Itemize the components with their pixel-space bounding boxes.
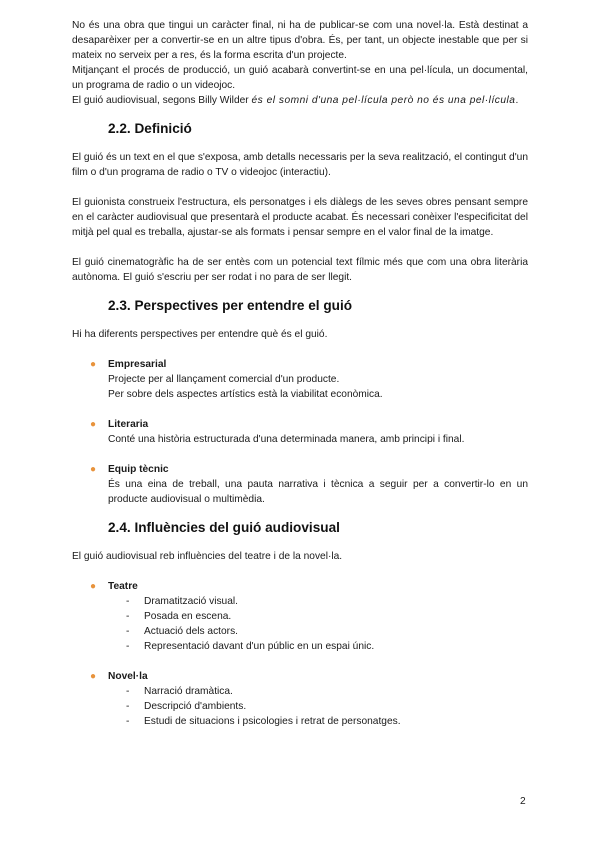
list-item	[72, 639, 528, 654]
intro-paragraph-2: Mitjançant el procés de producció, un guió acabarà convertint-se en una pel·lícula, un documental, un programa de radio o un videojoc.	[72, 65, 528, 91]
influence-sub: Narració dramàtica.	[144, 686, 233, 697]
influence-sub: Estudi de situacions i psicologies i retrat de personatges.	[144, 716, 401, 727]
perspective-line: Projecte per al llançament comercial d'un producte.	[108, 374, 340, 385]
perspective-line: Per sobre dels aspectes artístics està la viabilitat econòmica.	[108, 389, 383, 400]
bullet-icon: ●	[90, 671, 97, 682]
definition-paragraph-3: El guió cinematogràfic ha de ser entès com un potencial text fílmic més que com una obra literària autònoma. El guió s'escriu per ser rodat i no para de ser llegit.	[72, 257, 528, 283]
influence-sub: Descripció d'ambients.	[144, 701, 247, 712]
influences-intro: El guió audiovisual reb influències del teatre i de la novel·la.	[72, 551, 343, 562]
list-item	[72, 714, 528, 729]
perspective-title: Literaria	[108, 419, 149, 430]
influence-sub: Posada en escena.	[144, 611, 232, 622]
influence-item-novella	[72, 669, 528, 684]
perspective-line: És una eina de treball, una pauta narrativa i tècnica a seguir per a convertir-lo en un producte audiovisual o multimèdia.	[108, 479, 528, 505]
influence-sub: Actuació dels actors.	[144, 626, 238, 637]
list-item	[72, 624, 528, 639]
bullet-icon: ●	[90, 359, 97, 370]
influence-title: Teatre	[108, 581, 138, 592]
dash-icon: -	[126, 701, 130, 712]
intro-paragraph-1: No és una obra que tingui un caràcter final, ni ha de publicar-se com una novel·la. Està destinat a desaparèixer per a convertir-se en un altre tipus d'obra. És, per tant, un objecte inestable que per si mateix no serveix per a res, és la forma escrita d'un projecte.	[72, 20, 528, 61]
dash-icon: -	[126, 611, 130, 622]
wilder-quote: és el somni d'una pel·lícula però no és una pel·lícula	[251, 95, 516, 106]
dash-icon: -	[126, 626, 130, 637]
influence-sub: Dramatització visual.	[144, 596, 238, 607]
intro-p3-start: El guió audiovisual, segons Billy Wilder	[72, 95, 252, 106]
list-item	[72, 699, 528, 714]
bullet-icon: ●	[90, 419, 97, 430]
list-item	[72, 594, 528, 609]
section-title-2-2: 2.2. Definició	[108, 121, 192, 136]
perspective-title: Empresarial	[108, 359, 167, 370]
list-item	[72, 609, 528, 624]
influence-item-teatre	[72, 579, 528, 594]
influence-title: Novel·la	[108, 671, 148, 682]
intro-p3-end: .	[515, 95, 519, 106]
perspective-item-literaria	[72, 417, 528, 447]
influence-sub: Representació davant d'un públic en un espai únic.	[144, 641, 375, 652]
dash-icon: -	[126, 686, 130, 697]
perspective-item-empresarial	[72, 357, 528, 402]
dash-icon: -	[126, 716, 130, 727]
definition-paragraph-2: El guionista construeix l'estructura, els personatges i els diàlegs de les seves obres pensant sempre en el caràcter audiovisual que presentarà el producte acabat. És necessari conèixer l'especificitat del mitjà pel qual es treballa, ajustar-se als formats i pensar sempre en el valor final de la imatge.	[72, 197, 528, 238]
section-title-2-4: 2.4. Influències del guió audiovisual	[108, 520, 340, 535]
dash-icon: -	[126, 596, 130, 607]
perspective-line: Conté una història estructurada d'una determinada manera, amb principi i final.	[108, 434, 465, 445]
perspective-item-equip-tecnic	[72, 462, 528, 507]
bullet-icon: ●	[90, 464, 97, 475]
bullet-icon: ●	[90, 581, 97, 592]
section-title-2-3: 2.3. Perspectives per entendre el guió	[108, 298, 353, 313]
perspective-title: Equip tècnic	[108, 464, 169, 475]
definition-paragraph-1: El guió és un text en el que s'exposa, amb detalls necessaris per la seva realització, el contingut d'un film o d'un programa de radio o TV o videojoc (interactiu).	[72, 152, 528, 178]
dash-icon: -	[126, 641, 130, 652]
intro-paragraph-3	[72, 93, 528, 108]
list-item	[72, 684, 528, 699]
document-page	[72, 18, 528, 729]
page-number: 2	[520, 796, 526, 807]
perspectives-intro: Hi ha diferents perspectives per entendre què és el guió.	[72, 329, 328, 340]
